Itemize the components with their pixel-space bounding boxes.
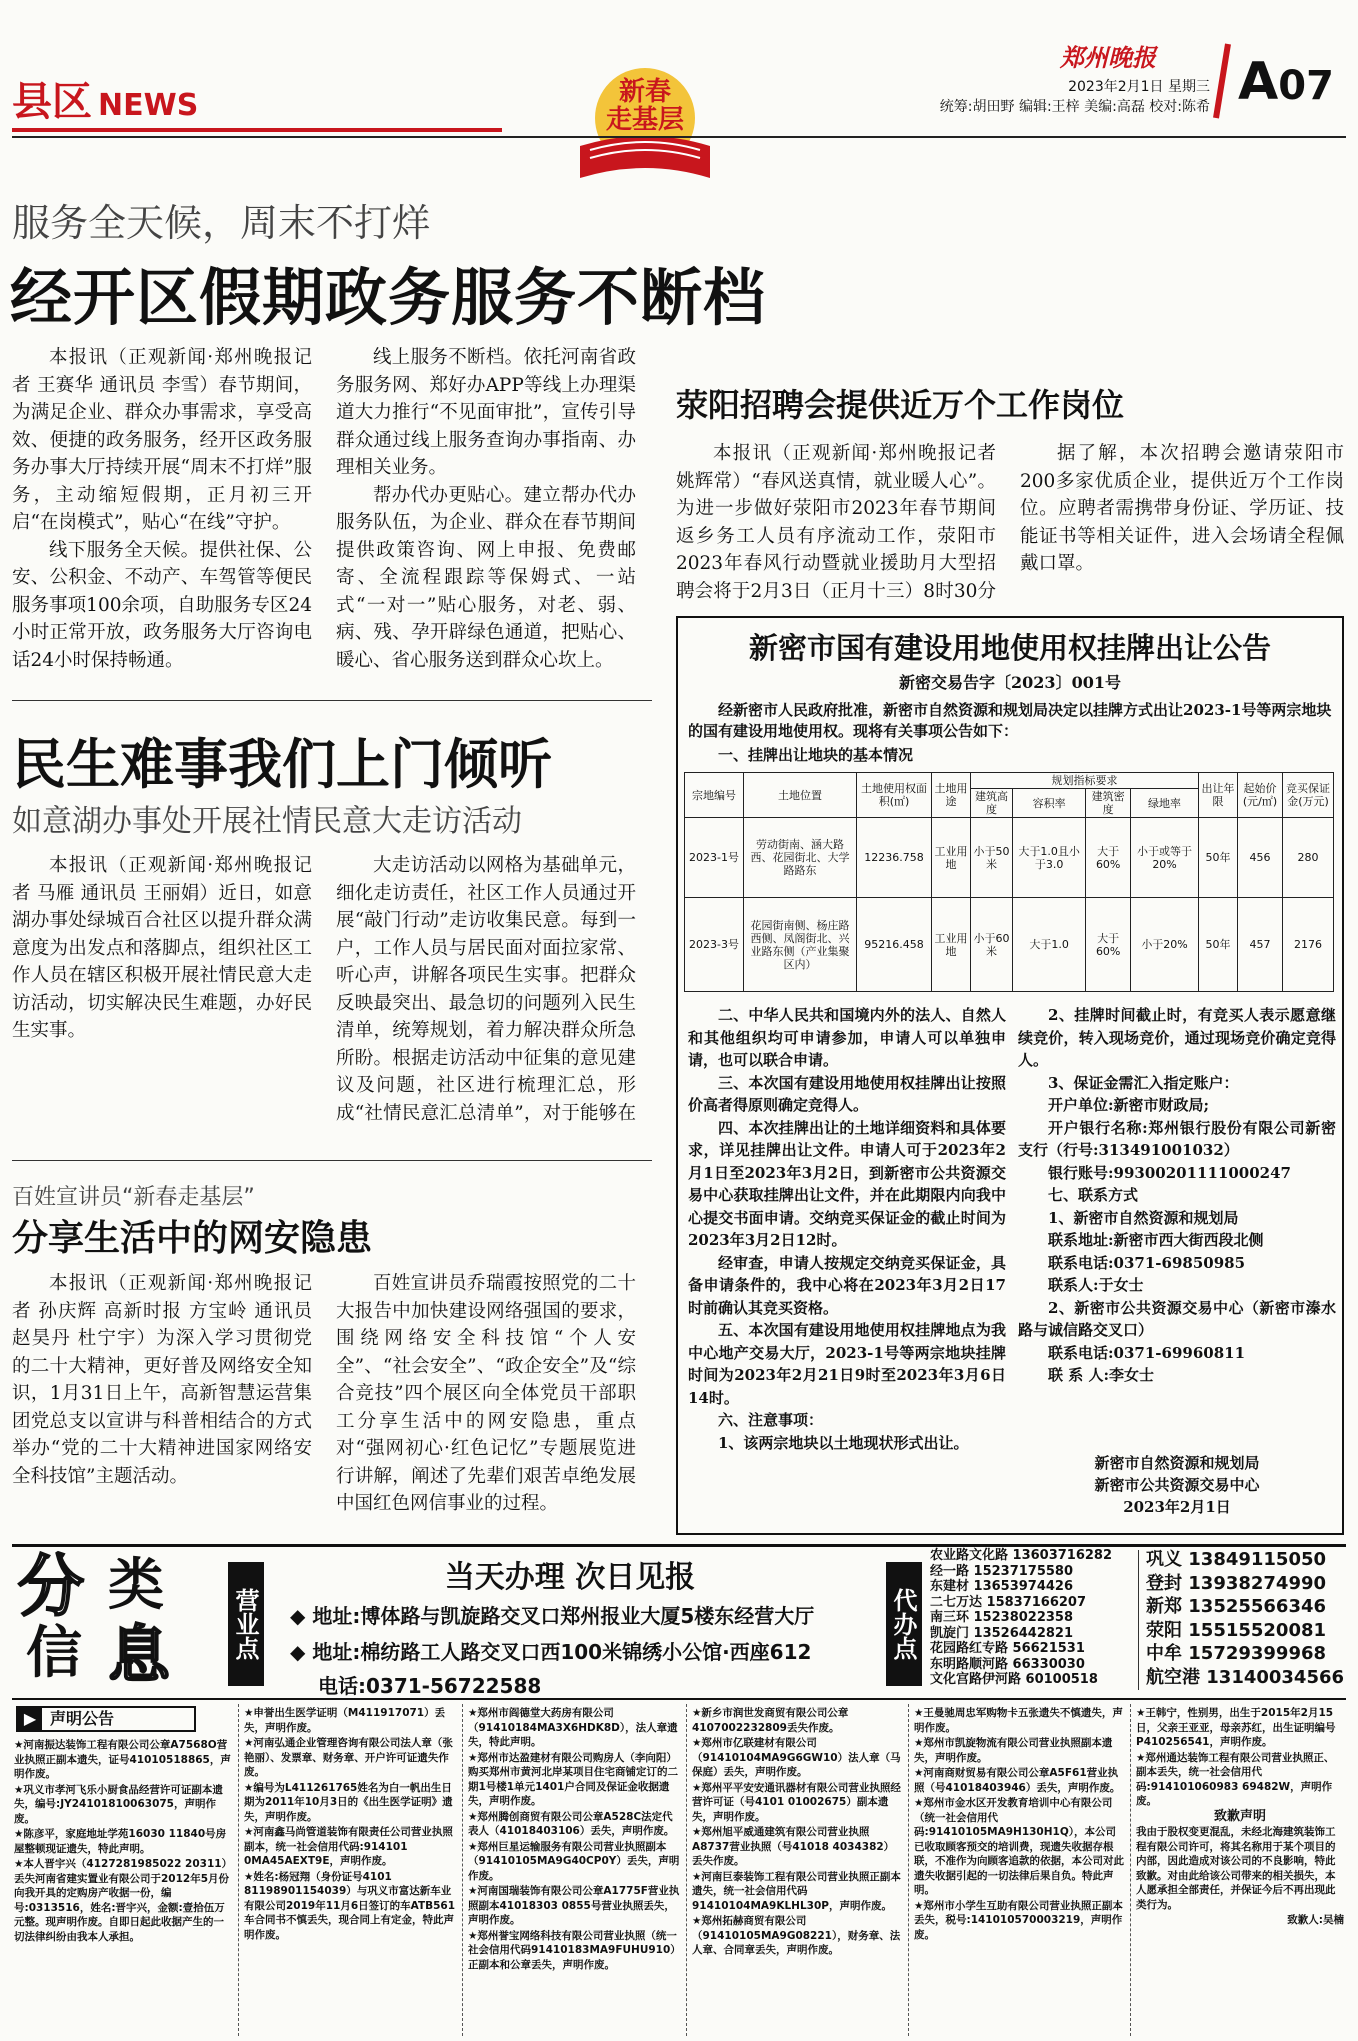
story2-para1: 本报讯（正观新闻·郑州晚报记者 姚辉常）“春风送真情，就业暖人心”。为进一步做好荥阳市2023年春节期间返乡务工人员有序流动工作，荥阳市2023年春风行动暨就业援助月大型招聘会将于2月3日（正月十三）8时30分 (676, 443, 996, 600)
table-cell: 456 (1238, 818, 1283, 898)
th-density: 建筑密度 (1086, 789, 1131, 818)
story1-para2: 线下服务全天候。提供社保、公安、公积金、不动产、车驾管等便民服务事项100余项，自助服务专区24小时正常开放，政务服务大厅咨询电话24小时保持畅通。 (12, 539, 312, 671)
notice-doc-no: 新密交易告字〔2023〕001号 (899, 673, 1121, 692)
classified-item: ★郑州市小学生互助有限公司营业执照正副本丢失，税号:141010570003219，声明作废。 (914, 1899, 1123, 1941)
agent-item: 花园路红专路 56621531 (930, 1641, 1085, 1656)
agent-item: 文化宫路伊河路 60100518 (930, 1672, 1098, 1687)
section-header (12, 78, 502, 126)
story1-headline: 经开区假期政务服务不断档 (10, 261, 767, 334)
notice-section1-title: 一、挂牌出让地块的基本情况 (718, 746, 914, 764)
classified-item: ★河南国瑞装饰有限公司公章A1775F营业执照副本41018303 0855号营业执照丢失，声明作废。 (468, 1885, 680, 1926)
classified-item: ★郑州市亿联建材有限公司（91410104MA9G6GW10）法人章（马保庭）丢失，声明作废。 (692, 1737, 901, 1778)
story4-col1 (12, 1270, 312, 1540)
classified-top-rule (12, 1544, 1346, 1547)
story3-para1: 本报讯（正观新闻·郑州晚报记者 马雁 通讯员 王丽娟）近日，如意湖办事处绿城百合社区以提升群众满意度为出发点和落脚点，组织社区工作人员在辖区积极开展社情民意大走访活动，切实解决民生难题，办好民生实事。 (12, 855, 312, 1041)
section-title: 县区 (12, 79, 92, 125)
story4-para1: 本报讯（正观新闻·郑州晚报记者 孙庆辉 高新时报 方宝岭 通讯员 赵昊丹 杜宁宇）为深入学习贯彻党的二十大精神，更好普及网络安全知识，1月31日上午，高新智慧运营集团党总支以宣讲与科普相结合的方式举办“党的二十大精神进国家网络安全科技馆”主题活动。 (12, 1273, 312, 1487)
classified-item: ★河南弘通企业管理咨询有限公司法人章（张艳丽）、发票章、财务章、开户许可证遗失作废。 (244, 1737, 453, 1778)
classified-item: ★郑州市阎德堂大药房有限公司（91410184MA3X6HDK8D），法人章遗失，特此声明。 (468, 1707, 678, 1748)
classified-item: ★姓名:杨冠翔（身份证号4101 81198901154039）与巩义市富达新车业有限公司2019年11月6日签订的车ATB561车合同书不慎丢失，现合同上有定金，特此声明作废。 (244, 1870, 456, 1941)
agent-item: 东明路顺河路 66330030 (930, 1656, 1085, 1672)
agent-tag (886, 1562, 922, 1686)
table-cell: 50年 (1199, 898, 1238, 992)
logo-char-3: 信 (26, 1621, 82, 1686)
classified-item: ★郑州市达盈建材有限公司购房人（李向阳）购买郑州市黄河北岸某项目住宅商铺定订的二期1号楼1单元1401户合同及保证金收据遗失，声明作废。 (468, 1751, 678, 1807)
issue-date: 2023年2月1日 星期三 (1068, 79, 1210, 95)
table-header-row (685, 773, 1334, 789)
classified-item: ★郑州市凯旋物流有限公司营业执照副本遗失，声明作废。 (914, 1737, 1113, 1764)
th-use: 土地用途 (932, 773, 971, 818)
notice-right-para: 联系人:于女士 (1048, 1276, 1144, 1294)
table-cell: 2176 (1283, 898, 1334, 992)
classified-item: ★河南商财贸易有限公司公章A5F61营业执照（号41018403946）丢失，声明作废。 (914, 1767, 1121, 1794)
story3-para2: 大走访活动以网格为基础单元，细化走访责任，社区工作人员通过开展“敲门行动”走访收集民意。每到一户，工作人员与居民面对面拉家常、听心声，讲解各项民生实事。把群众反映最突出、最急切的问题列入民生清单，统筹规划，着力解决群众所急所盼。根据走访活动中征集的意见建议及问题，社区进行梳理汇总，形成“社情民意汇总清单”，对于能够在 (336, 855, 636, 1124)
classified-item: ★郑州誉宝网络科技有限公司营业执照（统一社会信用代码91410183MA9FUHU910）正副本和公章丢失，声明作废。 (468, 1929, 677, 1971)
page-slash (1212, 42, 1232, 120)
story1-para3: 线上服务不断档。依托河南省政务服务网、郑好办APP等线上办理渠道大力推行“不见面审批”，宣传引导群众通过线上服务查询办事指南、办理相关业务。 (336, 347, 636, 478)
th-plot-no: 宗地编号 (685, 773, 744, 818)
th-planning: 规划指标要求 (971, 773, 1199, 789)
business-tag (228, 1562, 264, 1686)
th-area: 土地使用权面积(㎡) (857, 773, 932, 818)
agent-item: 东建材 13653974426 (930, 1579, 1074, 1594)
table-cell: 大于60% (1086, 898, 1131, 992)
story2-col1 (676, 440, 996, 600)
sign-date: 2023年2月1日 (1123, 1498, 1231, 1516)
plots-table (684, 772, 1334, 992)
business-tag-label: 营业点 (231, 1588, 259, 1660)
table-cell: 小于20% (1131, 898, 1199, 992)
agents-right-list (1146, 1548, 1346, 1689)
agent-item: 新郑 13525566346 (1146, 1596, 1327, 1617)
table-cell: 大于60% (1086, 818, 1131, 898)
emblem-line2: 走基层 (605, 105, 684, 135)
classified-slogan: 当天办理 次日见报 (444, 1560, 696, 1595)
story2-para2: 据了解，本次招聘会邀请荥阳市200多家优质企业，提供近万个工作岗位。应聘者需携带身份证、学历证、技能证书等相关证件，进入会场请全程佩戴口罩。 (1020, 443, 1344, 574)
notice-left-para: 六、注意事项： (718, 1411, 824, 1429)
classified-item: ★郑州巨星运输服务有限公司营业执照副本（91410105MA9G40CP0Y）丢失，声明作废。 (468, 1840, 680, 1882)
notice-intro: 经新密市人民政府批准，新密市自然资源和规划局决定以挂牌方式出让2023-1号等两宗地块的国有建设用地使用权。现将有关事项公告如下： (688, 701, 1332, 740)
classified-phone: 电话:0371-56722588 (318, 1674, 542, 1698)
logo-char-4: 息 (108, 1618, 171, 1691)
agent-item: 二七万达 15837166207 (930, 1594, 1087, 1610)
logo-char-2: 类 (108, 1553, 164, 1618)
classified-item: ★郑州旭平威通建筑有限公司营业执照A8737营业执照（号41018 4034382）丢失作废。 (692, 1826, 895, 1867)
story1-col1 (12, 344, 312, 684)
logo-char-1: 分 (18, 1548, 84, 1625)
table-cell: 2023-1号 (685, 818, 744, 898)
th-term: 出让年限 (1199, 773, 1238, 818)
agent-item: 农业路文化路 13603716282 (930, 1548, 1113, 1563)
th-deposit: 竞买保证金(万元) (1283, 773, 1334, 818)
plots-table-wrap (684, 772, 1334, 992)
signer-1: 新密市自然资源和规划局 (1094, 1454, 1260, 1472)
story3-subhead: 如意湖办事处开展社情民意大走访活动 (12, 804, 522, 839)
classified-item: 我由于股权变更混乱，未经北海建筑装饰工程有限公司许可，将其名称用于某个项目的内部，因此造成对该公司的不良影响，特此致歉。对由此给该公司带来的相关损失，本人愿承担全部责任，并保证今后不再出现此类行为。 (1136, 1826, 1336, 1911)
staff-credits: 统筹:胡田野 编辑:王梓 美编:高磊 校对:陈希 (939, 99, 1210, 115)
table-cell: 280 (1283, 818, 1334, 898)
agents-left-list (930, 1548, 1130, 1688)
notice-left-para: 五、本次国有建设用地使用权挂牌地点为我中心地产交易大厅，2023-1号等两宗地块挂牌时间为2023年2月21日9时至2023年3月6日14时。 (688, 1321, 1006, 1407)
agent-tag-label: 代办点 (889, 1588, 917, 1660)
agent-item: 中牟 15729399968 (1146, 1643, 1327, 1664)
story4-headline: 分享生活中的网安隐患 (12, 1218, 373, 1259)
agent-item: 登封 13938274990 (1146, 1572, 1327, 1594)
classified-col-3 (468, 1706, 680, 2034)
classified-item: ★郑州腾创商贸有限公司公章A528C法定代表人（41018403106）丢失，声明作废。 (468, 1810, 675, 1837)
agent-item: 航空港 13140034566 (1146, 1666, 1345, 1688)
section-rule (12, 128, 502, 132)
th-start-price: 起始价(元/㎡) (1238, 773, 1283, 818)
classified-col-4 (692, 1706, 902, 2034)
classified-item: ★陈彦平，家庭地址学苑16030 11840号房屋整顿现证遗失，特此声明。 (14, 1828, 227, 1855)
classified-logo (12, 1548, 222, 1694)
masthead: 郑州晚报 (1060, 43, 1156, 72)
table-cell: 小于50米 (971, 818, 1013, 898)
classified-item: ★王曼驰周忠军购物卡五张遗失不慎遗失，声明作废。 (914, 1707, 1123, 1734)
story3-headline: 民生难事我们上门倾听 (12, 733, 552, 796)
table-cell: 95216.458 (857, 898, 932, 992)
notice-left-para: 1、该两宗地块以土地现状形式出让。 (718, 1433, 969, 1452)
notice-heading: 声明公告 (50, 1709, 115, 1728)
section-news-label: NEWS (98, 88, 199, 123)
classified-item: ★河南巨泰装饰工程有限公司营业执照正副本遗失，统一社会信用代码91410104MA9KLHL30P，声明作废。 (692, 1870, 901, 1912)
table-cell: 大于1.0 (1013, 898, 1086, 992)
notice-right-para: 开户银行名称:郑州银行股份有限公司新密支行（行号:313491001032） (1018, 1118, 1336, 1159)
story4-kicker: 百姓宣讲员“新春走基层” (12, 1185, 255, 1210)
new-year-emblem (560, 66, 730, 184)
classified-item: ★本人晋宇兴（4127281985022 20311）丢失河南省建实置业有限公司于2012年5月份向我开具的定购房产收据一份，编号:0313516，姓名:晋宇兴，金额:壹拾伍万元整。现声明作废。自即日起此收据产生的一切法律纠纷由我本人承担。 (14, 1858, 230, 1943)
agent-item: 凯旋门 13526442821 (930, 1625, 1074, 1641)
notice-right-para: 银行账号:99300201111000247 (1048, 1163, 1291, 1182)
table-cell: 工业用地 (932, 818, 971, 898)
classified-mid-rule (12, 1698, 1346, 1700)
notice-right-para: 七、联系方式 (1048, 1186, 1139, 1204)
notice-right-para: 联系电话:0371-69960811 (1048, 1343, 1246, 1362)
notice-left-para: 经审查，申请人按规定交纳竞买保证金，具备申请条件的，我中心将在2023年3月2日17时前确认其竞买资格。 (688, 1253, 1006, 1317)
notice-right-para: 2、挂牌时间截止时，有竞买人表示愿意继续竞价，转入现场竞价，通过现场竞价确定竞得人。 (1018, 1006, 1336, 1069)
agent-item: 经一路 15237175580 (930, 1563, 1074, 1579)
story4-para2: 百姓宣讲员乔瑞霞按照党的二十大报告中加快建设网络强国的要求，围绕网络安全科技馆“个人安全”、“社会安全”、“政企安全”及“综合竞技”四个展区向全体党员干部职工分享生活中的网安隐患，重点对“强网初心·红色记忆”专题展览进行讲解，阐述了先辈们艰苦卓绝发展中国红色网信事业的过程。 (336, 1273, 636, 1514)
signer-2: 新密市公共资源交易中心 (1094, 1476, 1260, 1494)
emblem-line1: 新春 (618, 77, 671, 107)
story3-col2 (336, 852, 636, 1128)
page-digits: 07 (1278, 63, 1334, 109)
th-height: 建筑高度 (971, 789, 1013, 818)
story2-col2 (1020, 440, 1344, 600)
classified-item: ★河南振达装饰工程有限公司公章A7568O营业执照正副本遗失，证号41010518865，声明作废。 (14, 1739, 231, 1780)
notice-left-para: 四、本次挂牌出让的土地详细资料和具体要求，详见挂牌出让文件。申请人可于2023年2月1日至2023年3月2日，到新密市公共资源交易中心获取挂牌出让文件，并在此期限内向我中心提交书面申请。交纳竞买保证金的截止时间为2023年3月2日12时。 (688, 1118, 1006, 1249)
notice-left-para: 二、中华人民共和国境内外的法人、自然人和其他组织均可申请参加，申请人可以单独申请，也可以联合申请。 (688, 1006, 1006, 1069)
play-icon: ▶ (18, 1708, 42, 1730)
table-cell: 小于或等于20% (1131, 818, 1199, 898)
story1-para1: 本报讯（正观新闻·郑州晚报记者 王赛华 通讯员 李雪）春节期间，为满足企业、群众办事需求，享受高效、便捷的政务服务，经开区政务服务办事大厅持续开展“周末不打烊”服务，主动缩短假期，正月初三开启“在岗模式”，贴心“在线”守护。 (12, 347, 312, 533)
classified-item: 致歉人:吴楠 (1287, 1914, 1344, 1926)
classified-item: ★编号为L411261765姓名为白一帆出生日期为2011年10月3日的《出生医学证明》遗失，声明作废。 (244, 1781, 453, 1823)
th-green: 绿地率 (1131, 789, 1199, 818)
notice-right-para: 1、新密市自然资源和规划局 (1048, 1208, 1239, 1227)
classified-col-1 (14, 1738, 232, 2034)
table-cell: 小于60米 (971, 898, 1013, 992)
classified-address-2: ◆ 地址:棉纺路工人路交叉口西100米锦绣小公馆·西座612 (290, 1640, 812, 1664)
classified-item: ★申誉出生医学证明（M411917071）丢失，声明作废。 (244, 1707, 446, 1734)
notice-right-para: 联系电话:0371-69850985 (1048, 1253, 1246, 1272)
table-cell: 劳动街南、涵大路西、花园街北、大学路路东 (744, 818, 857, 898)
col-divider (908, 1704, 909, 2036)
table-cell: 大于1.0且小于3.0 (1013, 818, 1086, 898)
page-letter: A (1238, 52, 1279, 112)
table-row (685, 818, 1334, 898)
classified-item: ★新乡市润世发商贸有限公司公章4107002232809丢失作废。 (692, 1707, 849, 1734)
classified-address-1: ◆ 地址:博体路与凯旋路交叉口郑州报业大厦5楼东经营大厅 (290, 1604, 815, 1628)
notice-signature (1018, 1452, 1336, 1518)
divider-2 (12, 1160, 652, 1161)
table-cell: 457 (1238, 898, 1283, 992)
page-number (1238, 52, 1334, 116)
col-divider (686, 1704, 687, 2036)
classified-item: ★郑州平平安安通讯器材有限公司营业执照经营许可证（号4101 01002675）副本遗失，声明作废。 (692, 1781, 901, 1823)
story2-headline: 荥阳招聘会提供近万个工作岗位 (676, 386, 1125, 424)
table-cell: 花园街南侧、杨庄路西侧、凤阁街北、兴业路东侧（产业集聚区内） (744, 898, 857, 992)
story1-kicker: 服务全天候，周末不打烊 (12, 201, 431, 245)
notice-right-para: 开户单位:新密市财政局; (1048, 1096, 1210, 1114)
story1-para4: 帮办代办更贴心。建立帮办代办服务队伍，为企业、群众在春节期间提供政策咨询、网上申报、免费邮寄、全流程跟踪等保姆式、一站式“一对一”贴心服务，对老、弱、病、残、孕开辟绿色通道，把贴心、暖心、省心服务送到群众心坎上。 (336, 484, 636, 671)
agents-divider (1138, 1550, 1139, 1690)
apology-heading: 致歉声明 (1213, 1808, 1266, 1824)
classified-item: ★王韩宁，性别男，出生于2015年2月15日，父亲王亚亚，母亲苏红，出生证明编号P410256541，声明作废。 (1136, 1707, 1336, 1748)
table-cell: 50年 (1199, 818, 1238, 898)
th-location: 土地位置 (744, 773, 857, 818)
classified-item: ★河南鑫马尚管道装饰有限责任公司营业执照副本，统一社会信用代码:914101 0MA45AEXT9E，声明作废。 (244, 1826, 453, 1867)
col-divider (1130, 1704, 1131, 2036)
table-row (685, 898, 1334, 992)
agent-item: 巩义 13849115050 (1146, 1549, 1327, 1570)
agent-item: 荥阳 15515520081 (1146, 1619, 1327, 1641)
classified-item: ★郑州通达装饰工程有限公司营业执照正、副本丢失，统一社会信用代码:914101060983 69482W，声明作废。 (1136, 1751, 1335, 1807)
notice-right-para: 联 系 人:李女士 (1048, 1366, 1154, 1384)
col-divider (238, 1704, 239, 2036)
th-far: 容积率 (1013, 789, 1086, 818)
notice-right-para: 2、新密市公共资源交易中心（新密市溱水路与诚信路交叉口） (1018, 1298, 1336, 1339)
table-cell: 工业用地 (932, 898, 971, 992)
notice-right-col (1018, 1004, 1336, 1434)
classified-col-5 (914, 1706, 1124, 2034)
notice-title: 新密市国有建设用地使用权挂牌出让公告 (748, 631, 1271, 665)
classified-col-2 (244, 1706, 456, 2034)
classified-item: ★巩义市孝河飞乐小厨食品经营许可证副本遗失，编号:JY24101810063075，声明作废。 (14, 1783, 223, 1825)
land-auction-notice (676, 616, 1344, 1535)
story4-col2 (336, 1270, 636, 1540)
notice-right-para: 3、保证金需汇入指定账户： (1048, 1073, 1239, 1092)
col-divider (462, 1704, 463, 2036)
notice-right-para: 联系地址:新密市西大街西段北侧 (1048, 1231, 1264, 1249)
table-cell: 12236.758 (857, 818, 932, 898)
table-cell: 2023-3号 (685, 898, 744, 992)
notice-left-col (688, 1004, 1006, 1532)
notice-left-para: 三、本次国有建设用地使用权挂牌出让按照价高者得原则确定竞得人。 (688, 1073, 1006, 1114)
agent-item: 南三环 15238022358 (930, 1610, 1074, 1625)
story1-col2 (336, 344, 636, 684)
divider-1 (12, 700, 652, 701)
classified-col-6 (1136, 1706, 1344, 2034)
story3-col1 (12, 852, 312, 1128)
header-rule (12, 136, 1346, 138)
classified-item: ★郑州市金水区开发教育培训中心有限公司（统一社会信用代码:91410105MA9H130H1Q），本公司已收取顾客预交的培训费，现遗失收据存根联，不准作为向顾客追款的依据，本公司对此遗失收据引起的一切法律后果自负。特此声明。 (914, 1797, 1124, 1896)
notice-heading-box (16, 1706, 196, 1732)
classified-item: ★郑州拓赫商贸有限公司（91410105MA9G08221），财务章、法人章、合同章丢失，声明作废。 (692, 1915, 901, 1956)
